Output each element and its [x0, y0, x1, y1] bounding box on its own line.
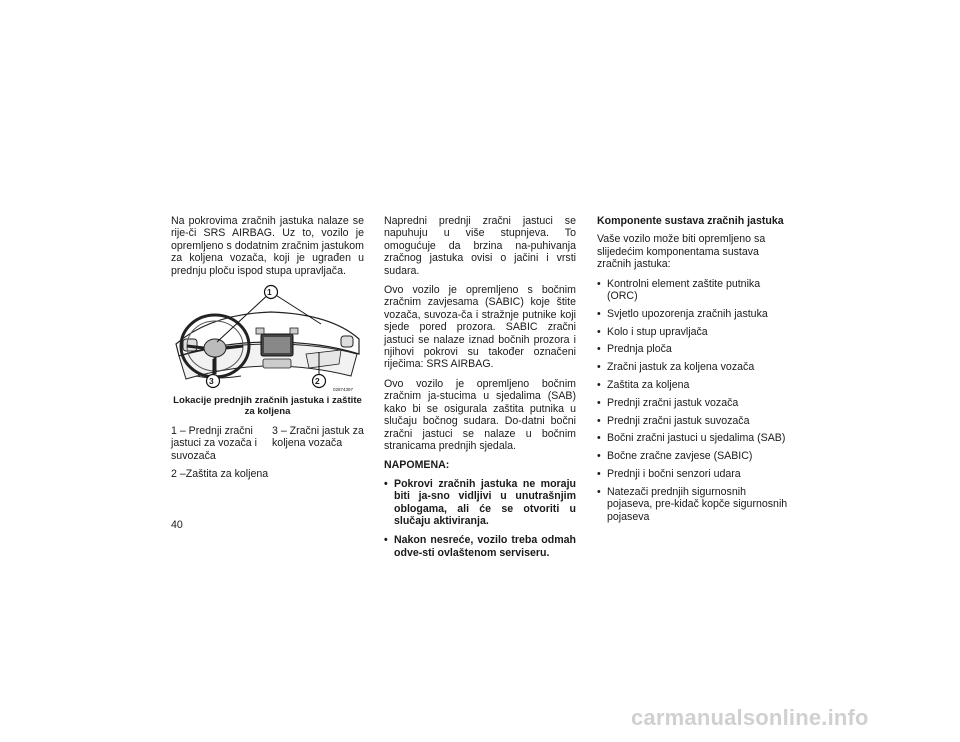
intro-paragraph: Na pokrovima zračnih jastuka nalaze se rije-či SRS AIRBAG. Uz to, vozilo je opremljeno s dodatnim zračnim jastukom za koljena vozača, koji je ugrađen u prednju ploču ispod stupa upravljača.: [171, 215, 364, 277]
list-item: • Natezači prednjih sigurnosnih pojaseva, pre-kidač kopče sigurnosnih pojaseva: [597, 486, 793, 523]
list-item: • Prednji i bočni senzori udara: [597, 468, 793, 480]
note-item: • Pokrovi zračnih jastuka ne moraju biti ja-sno vidljivi u unutrašnjim oblogama, ali će se otvoriti u slučaju aktiviranja.: [384, 478, 576, 528]
dashboard-drawing: [171, 284, 364, 392]
note-list: [384, 478, 576, 559]
page-number: 40: [171, 519, 183, 531]
components-list: [597, 278, 793, 523]
list-item: • Svjetlo upozorenja zračnih jastuka: [597, 308, 793, 320]
paragraph-sab: Ovo vozilo je opremljeno bočnim zračnim ja-stucima u sjedalima (SAB) kako bi se osigurala zaštita putnika u slučaju bočnog sudara. Do-datni bočni zračni jastuci se nalaze u bočnim stranicama prednjih sjedala.: [384, 377, 576, 452]
note-heading: NAPOMENA:: [384, 459, 450, 472]
paragraph-advanced-airbags: Napredni prednji zračni jastuci se napuhuju u više stupnjeva. To omogućuje da brzina na-puhivanja zračnog jastuka ovisi o jačini i vrsti sudara.: [384, 215, 576, 277]
section-heading: Komponente sustava zračnih jastuka: [597, 215, 784, 227]
list-item: • Kontrolni element zaštite putnika (ORC): [597, 278, 793, 303]
callout-1: 1: [267, 287, 272, 298]
list-item: • Kolo i stup upravljača: [597, 326, 793, 338]
paragraph-sabic: Ovo vozilo je opremljeno s bočnim zračnim zavjesama (SABIC) koje štite vozača, suvoza-ča i stražnje putnike koji sjede pored prozora. SABIC zračni jastuci se nalaze iznad bočnih prozora i njihovi pokrovi su također označeni riječima: SRS AIRBAG.: [384, 284, 576, 371]
figure-code: 02874397: [333, 387, 354, 393]
note-item: • Nakon nesreće, vozilo treba odmah odve-sti ovlaštenom serviseru.: [384, 534, 576, 559]
list-item: • Bočne zračne zavjese (SABIC): [597, 450, 793, 462]
right-column: [597, 215, 793, 528]
middle-column: [384, 215, 576, 566]
figure-caption: Lokacije prednjih zračnih jastuka i zaštite za koljena: [173, 395, 362, 418]
figure-legend: [171, 425, 364, 462]
left-column: [171, 215, 364, 481]
legend-item-1: 1 – Prednji zračni jastuci za vozača i suvozača: [171, 425, 257, 462]
components-intro: Vaše vozilo može biti opremljeno sa slijedećim komponentama sustava zračnih jastuka:: [597, 233, 766, 271]
watermark: carmanualsonline.info: [631, 705, 869, 730]
list-item: • Zračni jastuk za koljena vozača: [597, 361, 793, 373]
list-item: • Zaštita za koljena: [597, 379, 793, 391]
legend-item-3: 3 – Zračni jastuk za koljena vozača: [272, 425, 364, 450]
callout-2: 2: [315, 376, 320, 387]
list-item: • Prednja ploča: [597, 343, 793, 355]
legend-item-2: 2 –Zaštita za koljena: [171, 468, 269, 481]
dashboard-illustration: [171, 284, 364, 392]
callout-3: 3: [209, 376, 214, 387]
list-item: • Prednji zračni jastuk vozača: [597, 397, 793, 409]
list-item: • Bočni zračni jastuci u sjedalima (SAB): [597, 432, 793, 444]
list-item: • Prednji zračni jastuk suvozača: [597, 415, 793, 427]
